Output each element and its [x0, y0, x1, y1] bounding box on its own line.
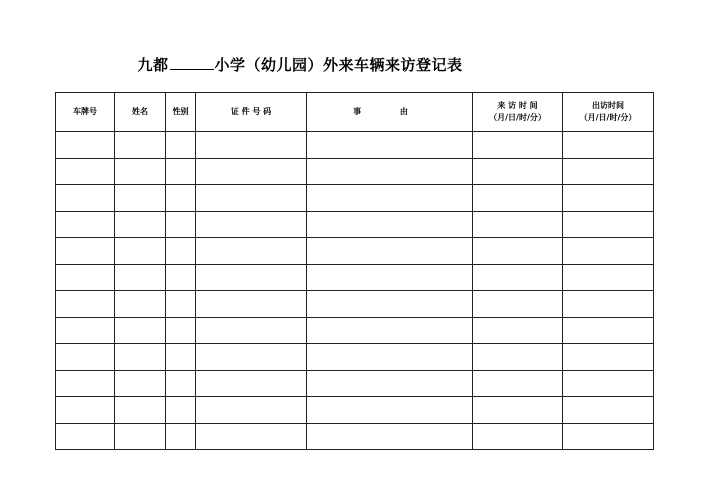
- cell-leave-time[interactable]: [563, 291, 654, 318]
- cell-gender[interactable]: [166, 291, 196, 318]
- cell-arrive-time[interactable]: [473, 397, 563, 424]
- cell-name[interactable]: [115, 291, 166, 318]
- cell-arrive-time[interactable]: [473, 423, 563, 450]
- table-row: [56, 264, 654, 291]
- cell-plate[interactable]: [56, 423, 115, 450]
- form-title: [0, 54, 600, 75]
- cell-name[interactable]: [115, 158, 166, 185]
- cell-reason[interactable]: [307, 158, 473, 185]
- cell-gender[interactable]: [166, 423, 196, 450]
- cell-id-number[interactable]: [196, 211, 307, 238]
- cell-arrive-time[interactable]: [473, 185, 563, 212]
- cell-plate[interactable]: [56, 291, 115, 318]
- table-row: [56, 238, 654, 265]
- cell-gender[interactable]: [166, 344, 196, 371]
- header-leave-label: 出访时间: [592, 101, 624, 110]
- table-row: [56, 423, 654, 450]
- cell-reason[interactable]: [307, 211, 473, 238]
- header-arrive-label: 来 访 时 间: [497, 101, 538, 110]
- cell-arrive-time[interactable]: [473, 132, 563, 159]
- cell-gender[interactable]: [166, 264, 196, 291]
- cell-arrive-time[interactable]: [473, 158, 563, 185]
- cell-gender[interactable]: [166, 370, 196, 397]
- cell-id-number[interactable]: [196, 370, 307, 397]
- header-id-number: 证 件 号 码: [196, 93, 307, 132]
- cell-id-number[interactable]: [196, 291, 307, 318]
- school-name-blank[interactable]: [170, 57, 214, 70]
- cell-leave-time[interactable]: [563, 211, 654, 238]
- table-row: [56, 344, 654, 371]
- cell-gender[interactable]: [166, 158, 196, 185]
- cell-gender[interactable]: [166, 238, 196, 265]
- cell-reason[interactable]: [307, 317, 473, 344]
- table-row: [56, 211, 654, 238]
- cell-plate[interactable]: [56, 344, 115, 371]
- cell-leave-time[interactable]: [563, 397, 654, 424]
- cell-reason[interactable]: [307, 423, 473, 450]
- table-row: [56, 132, 654, 159]
- cell-reason[interactable]: [307, 344, 473, 371]
- cell-name[interactable]: [115, 238, 166, 265]
- cell-id-number[interactable]: [196, 397, 307, 424]
- cell-id-number[interactable]: [196, 264, 307, 291]
- cell-arrive-time[interactable]: [473, 238, 563, 265]
- cell-id-number[interactable]: [196, 344, 307, 371]
- title-suffix: 小学（幼儿园）外来车辆来访登记表: [214, 56, 463, 74]
- cell-id-number[interactable]: [196, 423, 307, 450]
- cell-arrive-time[interactable]: [473, 291, 563, 318]
- table-row: [56, 185, 654, 212]
- cell-id-number[interactable]: [196, 317, 307, 344]
- cell-id-number[interactable]: [196, 238, 307, 265]
- cell-plate[interactable]: [56, 370, 115, 397]
- cell-id-number[interactable]: [196, 185, 307, 212]
- cell-plate[interactable]: [56, 264, 115, 291]
- cell-leave-time[interactable]: [563, 344, 654, 371]
- cell-leave-time[interactable]: [563, 264, 654, 291]
- cell-arrive-time[interactable]: [473, 370, 563, 397]
- cell-gender[interactable]: [166, 185, 196, 212]
- cell-plate[interactable]: [56, 132, 115, 159]
- table-row: [56, 317, 654, 344]
- cell-id-number[interactable]: [196, 132, 307, 159]
- cell-name[interactable]: [115, 317, 166, 344]
- cell-reason[interactable]: [307, 291, 473, 318]
- cell-arrive-time[interactable]: [473, 344, 563, 371]
- cell-name[interactable]: [115, 423, 166, 450]
- cell-leave-time[interactable]: [563, 317, 654, 344]
- header-plate: 车牌号: [56, 93, 115, 132]
- cell-reason[interactable]: [307, 238, 473, 265]
- cell-gender[interactable]: [166, 211, 196, 238]
- cell-reason[interactable]: [307, 132, 473, 159]
- cell-leave-time[interactable]: [563, 238, 654, 265]
- cell-plate[interactable]: [56, 158, 115, 185]
- visitor-vehicle-register-table: [55, 92, 654, 450]
- header-gender: 性别: [166, 93, 196, 132]
- header-arrive-format: （月/日/时/分）: [489, 113, 546, 122]
- cell-arrive-time[interactable]: [473, 317, 563, 344]
- table-row: [56, 397, 654, 424]
- header-arrive-time: [473, 93, 563, 132]
- cell-leave-time[interactable]: [563, 370, 654, 397]
- header-leave-time: [563, 93, 654, 132]
- cell-name[interactable]: [115, 211, 166, 238]
- cell-arrive-time[interactable]: [473, 264, 563, 291]
- header-reason: 事 由: [307, 93, 473, 132]
- cell-reason[interactable]: [307, 370, 473, 397]
- cell-plate[interactable]: [56, 317, 115, 344]
- cell-name[interactable]: [115, 185, 166, 212]
- header-row: [56, 93, 654, 132]
- cell-name[interactable]: [115, 264, 166, 291]
- cell-plate[interactable]: [56, 211, 115, 238]
- register-body: [56, 132, 654, 450]
- title-prefix: 九都: [137, 56, 169, 74]
- cell-gender[interactable]: [166, 132, 196, 159]
- cell-reason[interactable]: [307, 397, 473, 424]
- cell-gender[interactable]: [166, 317, 196, 344]
- cell-id-number[interactable]: [196, 158, 307, 185]
- cell-name[interactable]: [115, 132, 166, 159]
- cell-reason[interactable]: [307, 185, 473, 212]
- cell-plate[interactable]: [56, 397, 115, 424]
- cell-plate[interactable]: [56, 185, 115, 212]
- cell-leave-time[interactable]: [563, 185, 654, 212]
- table-row: [56, 370, 654, 397]
- cell-name[interactable]: [115, 370, 166, 397]
- cell-name[interactable]: [115, 344, 166, 371]
- cell-plate[interactable]: [56, 238, 115, 265]
- header-name: 姓名: [115, 93, 166, 132]
- cell-arrive-time[interactable]: [473, 211, 563, 238]
- table-row: [56, 291, 654, 318]
- cell-leave-time[interactable]: [563, 158, 654, 185]
- cell-leave-time[interactable]: [563, 423, 654, 450]
- cell-name[interactable]: [115, 397, 166, 424]
- table-row: [56, 158, 654, 185]
- cell-gender[interactable]: [166, 397, 196, 424]
- cell-leave-time[interactable]: [563, 132, 654, 159]
- cell-reason[interactable]: [307, 264, 473, 291]
- header-leave-format: （月/日/时/分）: [579, 113, 637, 122]
